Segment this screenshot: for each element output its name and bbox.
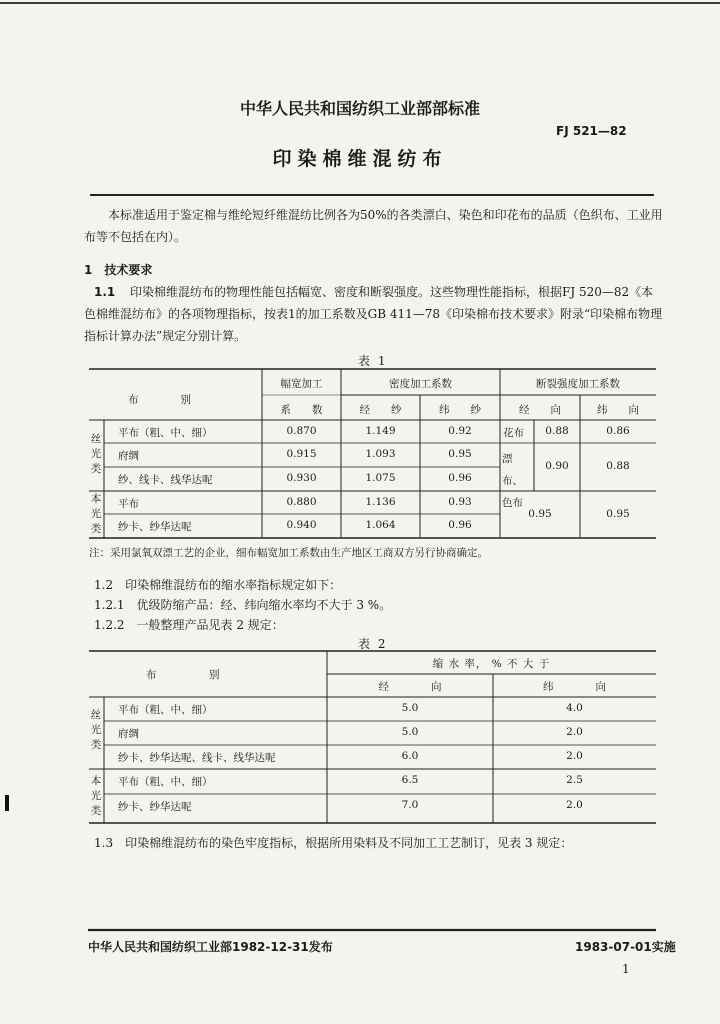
t1-header-strength-weft: 纬 向 xyxy=(597,404,639,416)
t1-strength-print-warp: 0.88 xyxy=(545,425,569,437)
t1-row-2-name: 府绸 xyxy=(118,450,139,462)
t2-header-warp: 经 向 xyxy=(378,681,442,693)
issuing-organization: 中华人民共和国纺织工业部部标准 xyxy=(239,99,480,118)
t1-strength-plain-weft: 0.95 xyxy=(606,508,630,520)
t2-row-4-warp: 6.5 xyxy=(401,774,419,786)
t1-strength-print-label: 花布 xyxy=(503,427,524,439)
t1-header-strength: 断裂强度加工系数 xyxy=(536,378,620,390)
clause-1-1-label: 1.1 xyxy=(94,285,116,299)
t2-group-mercerized: 丝光类 xyxy=(90,709,102,751)
t2-header-fabric: 布 别 xyxy=(146,669,220,681)
t1-row-1-density-warp: 1.149 xyxy=(365,425,396,437)
t1-row-5-density-weft: 0.96 xyxy=(448,519,472,531)
document-title: 印染棉维混纺布 xyxy=(272,148,448,170)
t1-header-density-weft: 纬 纱 xyxy=(439,404,481,416)
clause-1-1-text: 印染棉维混纺布的物理性能包括幅宽、密度和断裂强度。这些物理性能指标，根据FJ 520—82《本色棉维混纺布》的各项物理指标，按表1的加工系数及GB 411—78《印染棉布技术要求》附录“印染棉布物理指标计算办法”规定分别计算。 xyxy=(84,285,663,343)
t1-row-1-density-weft: 0.92 xyxy=(448,425,472,437)
t1-strength-plain-warp: 0.95 xyxy=(528,508,552,520)
t1-row-2-density-warp: 1.093 xyxy=(365,448,396,460)
t2-row-1-name: 平布（粗、中、细） xyxy=(118,704,213,716)
t1-row-3-name: 纱、线卡、线华达呢 xyxy=(118,474,213,486)
t1-row-4-density-weft: 0.93 xyxy=(448,496,472,508)
t2-row-3-weft: 2.0 xyxy=(566,750,583,762)
t1-header-density: 密度加工系数 xyxy=(389,378,452,390)
standard-code: FJ 521—82 xyxy=(556,124,627,138)
table-1-caption: 表 1 xyxy=(358,354,388,368)
t1-row-4-name: 平布 xyxy=(118,498,139,510)
t1-header-strength-warp: 经 向 xyxy=(519,404,561,416)
t2-row-2-warp: 5.0 xyxy=(401,726,419,738)
clause-1-2-2: 1.2.2 一般整理产品见表 2 规定： xyxy=(94,618,284,632)
t2-row-4-name: 平布（粗、中、细） xyxy=(118,776,213,788)
t1-row-3-density-warp: 1.075 xyxy=(365,472,396,484)
t2-header-shrinkage: 缩 水 率， % 不 大 于 xyxy=(432,658,551,670)
footer-issued: 中华人民共和国纺织工业部1982-12-31发布 xyxy=(88,940,333,954)
t1-strength-dyed-warp: 0.90 xyxy=(545,460,569,472)
clause-1-3: 1.3 印染棉维混纺布的染色牢度指标，根据所用染料及不同加工工艺制订，见表 3 规定： xyxy=(94,836,573,850)
t2-group-unmercerized: 本光类 xyxy=(90,775,102,817)
t1-strength-print-weft: 0.86 xyxy=(606,425,630,437)
t1-header-fabric: 布 别 xyxy=(128,394,191,406)
t2-row-1-weft: 4.0 xyxy=(566,702,583,714)
t1-header-density-warp: 经 纱 xyxy=(359,404,402,416)
section-1-heading: 1 技术要求 xyxy=(84,263,153,277)
t2-row-2-weft: 2.0 xyxy=(566,726,583,738)
t1-header-width-2: 系 数 xyxy=(280,404,323,416)
t1-group-unmercerized: 本光类 xyxy=(90,493,102,535)
t2-row-3-name: 纱卡、纱华达呢、线卡、线华达呢 xyxy=(118,752,276,764)
t1-group-mercerized: 丝光类 xyxy=(90,433,102,475)
t1-row-4-width: 0.880 xyxy=(286,496,317,508)
t1-row-2-width: 0.915 xyxy=(286,448,317,460)
scope-paragraph: 本标准适用于鉴定棉与维纶短纤维混纺比例各为50%的各类漂白、染色和印花布的品质（色织布、工业用布等不包括在内）。 xyxy=(84,208,663,244)
t2-row-5-weft: 2.0 xyxy=(566,799,583,811)
t2-row-3-warp: 6.0 xyxy=(401,750,419,762)
t1-row-5-name: 纱卡、纱华达呢 xyxy=(118,521,192,533)
t2-row-5-warp: 7.0 xyxy=(401,799,419,811)
t1-row-3-width: 0.930 xyxy=(286,472,317,484)
t2-row-5-name: 纱卡、纱华达呢 xyxy=(118,801,192,813)
t1-row-1-name: 平布（粗、中、细） xyxy=(118,427,213,439)
t1-row-1-width: 0.870 xyxy=(286,425,317,437)
page-number: 1 xyxy=(622,962,630,976)
clause-1-2-1: 1.2.1 优级防缩产品：经、纬向缩水率均不大于 3 %。 xyxy=(94,598,392,612)
table-1-note: 注：采用氯氧双漂工艺的企业，细布幅宽加工系数由生产地区工商双方另行协商确定。 xyxy=(89,547,488,559)
t2-row-4-weft: 2.5 xyxy=(566,774,583,786)
t1-row-2-density-weft: 0.95 xyxy=(448,448,472,460)
t1-header-width-1: 幅宽加工 xyxy=(280,378,323,390)
t1-strength-dyed-label: 漂布、色布 xyxy=(502,453,523,509)
table-2-caption: 表 2 xyxy=(358,637,388,651)
t1-row-5-density-warp: 1.064 xyxy=(365,519,396,531)
t2-header-weft: 纬 向 xyxy=(543,681,606,693)
t1-strength-dyed-weft: 0.88 xyxy=(606,460,630,472)
t1-row-5-width: 0.940 xyxy=(286,519,317,531)
t2-row-2-name: 府绸 xyxy=(118,728,139,740)
t2-row-1-warp: 5.0 xyxy=(401,702,419,714)
t1-row-4-density-warp: 1.136 xyxy=(365,496,396,508)
clause-1-2: 1.2 印染棉维混纺布的缩水率指标规定如下： xyxy=(94,578,342,592)
footer-effective: 1983-07-01实施 xyxy=(575,940,676,954)
t1-row-3-density-weft: 0.96 xyxy=(448,472,472,484)
